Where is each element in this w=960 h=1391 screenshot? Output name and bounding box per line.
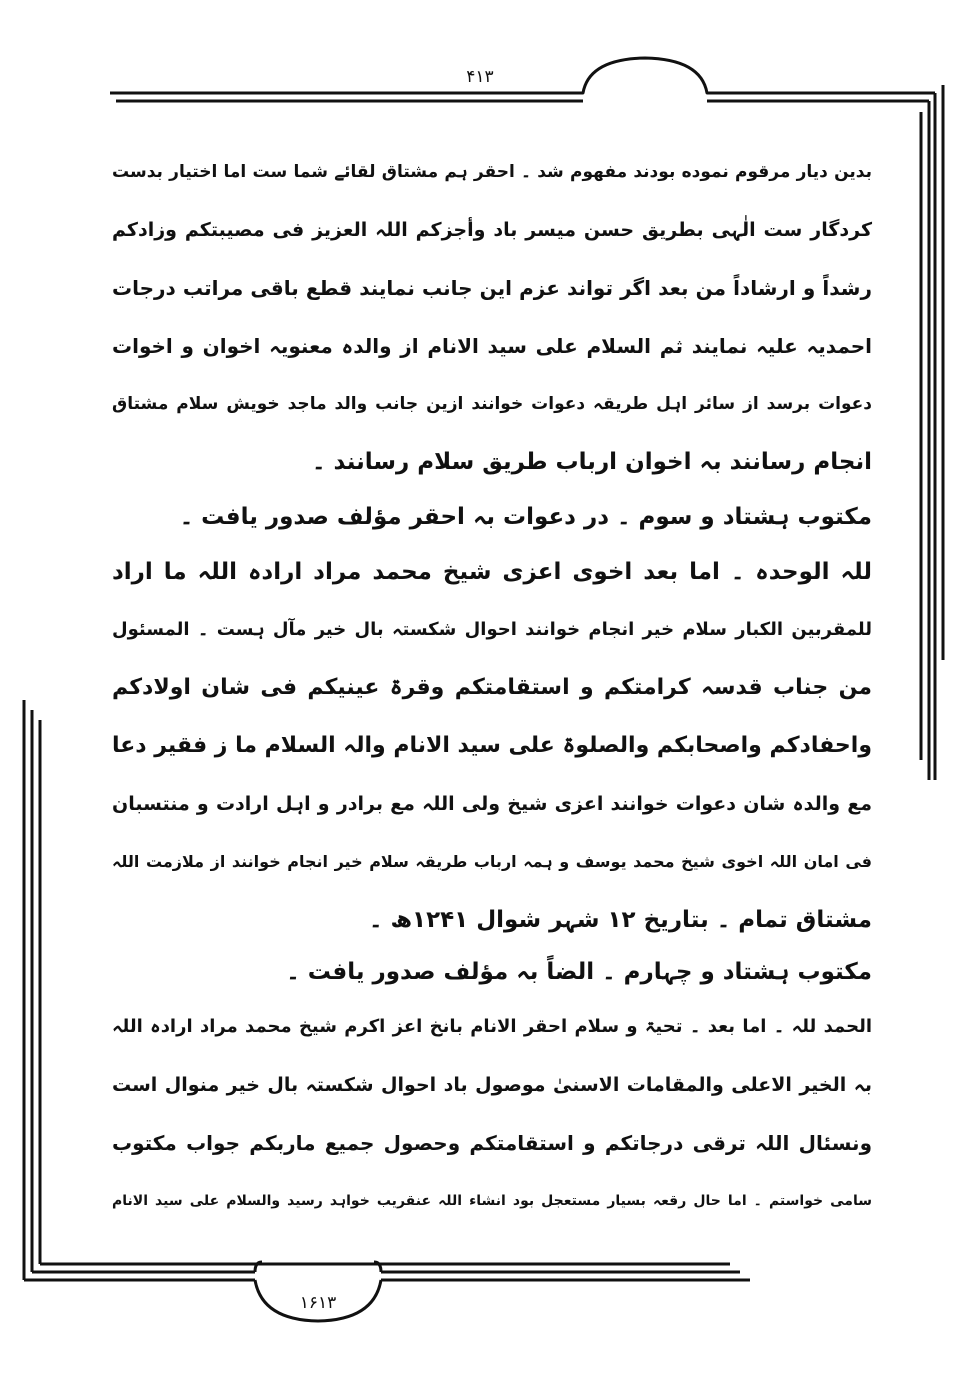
page-number-top: ۴۱۳	[466, 67, 494, 87]
text-line: من جناب قدسہ کرامتکم و استقامتکم وقرۃ عینیکم فی شان اولادکم	[112, 675, 872, 700]
text-line: بدین دیار مرقوم نموده بودند مفهوم شد ۔ احقر ہم مشتاق لقائے شما ست اما اختیار بدست	[112, 162, 872, 182]
text-line: واحفادکم واصحابکم والصلوۃ علی سید الانام والہ السلام ما ز فقیر دعا	[111, 733, 872, 758]
page-number-bottom: ۱۶۱۳	[299, 1293, 337, 1313]
text-line: دعوات برسد از سائر اہل طریقہ دعوات خوانند ازین جانب والد ماجد خویش سلام مشتاق	[112, 394, 872, 414]
text-line: کردگار ست الٰہی بطریق حسن میسر باد وأجزکم اللہ العزیز فی مصیبتکم وزادکم	[112, 219, 872, 241]
text-line: للہ الوحدہ ۔ اما بعد اخوی اعزی شیخ محمد مراد ارادہ اللہ ما اراد	[112, 559, 872, 585]
letter-heading: مکتوب ہشتاد و چہارم ۔ الضاً بہ مؤلف صدور یافت ۔	[286, 959, 872, 985]
text-line: فی امان اللہ اخوی شیخ محمد یوسف و ہمہ ارباب طریقہ سلام خیر انجام خوانند از ملازمت اللہ	[112, 852, 872, 871]
letter-heading: مکتوب ہشتاد و سوم ۔ در دعوات بہ احقر مؤلف صدور یافت ۔	[179, 504, 872, 530]
text-line: احمدیہ علیہ نمایند ثم السلام علی سید الانام از والدہ معنویہ اخوان و اخوات	[112, 334, 872, 358]
text-line: ونسئال اللہ ترقی درجاتکم و استقامتکم وحصول جمیع ماربکم جواب مکتوب	[112, 1131, 872, 1155]
text-line: سامی خواستم ۔ اما حال رقعہ بسیار مستعجل بود انشاء اللہ عنقریب خواہد رسید والسلام علی سید الانام	[112, 1193, 872, 1209]
text-line: مشتاق تمام ۔ بتاریخ ۱۲ شہر شوال ۱۲۴۱ھ ۔	[369, 907, 872, 933]
text-line: مع والدہ شان دعوات خوانند اعزی شیخ ولی اللہ مع برادر و اہل ارادت و منتسبان	[112, 793, 872, 815]
text-line: بہ الخیر الاعلی والمقامات الاسنیٰ موصول باد احوال شکستہ بال خیر منوال است	[112, 1074, 872, 1096]
text-line: للمقربین الکبار سلام خیر انجام خوانند احوال شکستہ بال خیر مآل ہست ۔ المسئول	[112, 619, 872, 640]
text-line: رشداً و ارشاداً من بعد اگر تواند عزم این جانب نمایند قطع باقی مراتب درجات	[112, 276, 872, 300]
text-line: انجام رسانند بہ اخوان ارباب طریق سلام رسانند ۔	[311, 449, 872, 475]
text-line: الحمد للہ ۔ اما بعد ۔ تحیۃ و سلام احقر الانام بانخ اعز اکرم شیخ محمد مراد ارادہ اللہ	[112, 1016, 872, 1037]
